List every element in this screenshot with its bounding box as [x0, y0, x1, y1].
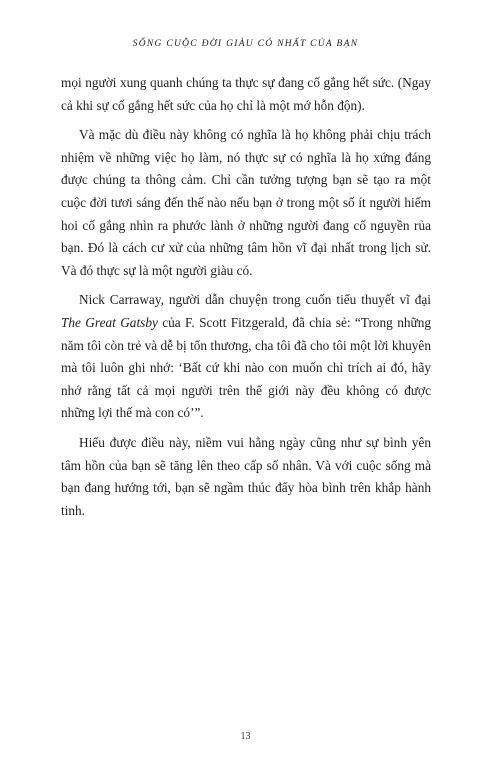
paragraph-gatsby-quote: [61, 289, 431, 425]
paragraph-text-after-title: của F. Scott Fitzgerald, đã chia sẻ: “Trong những năm tôi còn trẻ và dễ bị tổn thương, cha tôi đã cho tôi một lời khuyên mà tôi luôn ghi nhớ: ‘Bất cứ khi nào con muốn chỉ trích ai đó, hãy nhớ rằng tất cả mọi người trên thế giới này đều không có được những lợi thế mà con có’”.: [61, 314, 431, 421]
paragraph: Hiểu được điều này, niềm vui hằng ngày cũng như sự bình yên tâm hồn của bạn sẽ tăng lên theo cấp số nhân. Và với cuộc sống mà bạn đang hướng tới, bạn sẽ ngầm thúc đẩy hòa bình trên khắp hành tinh.: [61, 434, 431, 518]
paragraph: Và mặc dù điều này không có nghĩa là họ không phải chịu trách nhiệm về những việc họ làm, nó thực sự có nghĩa là họ xứng đáng được chúng ta thông cảm. Chỉ cần tưởng tượng bạn sẽ tạo ra một cuộc đời tươi sáng đến thế nào nếu bạn ở trong một số ít người hiếm hoi cố gắng nhìn ra phước lành ở những người đang cố nguyền rủa bạn. Đó là cách cư xử của những tâm hồn vĩ đại nhất trong lịch sử. Và đó thực sự là một người giàu có.: [61, 127, 431, 278]
paragraph-continued: mọi người xung quanh chúng ta thực sự đang cố gắng hết sức. (Ngay cả khi sự cố gắng hết sức của họ chỉ là một mớ hỗn độn).: [61, 75, 431, 113]
paragraph-text-before-title: Nick Carraway, người dẫn chuyện trong cuốn tiểu thuyết vĩ đại: [79, 292, 431, 308]
book-title: The Great Gatsby: [61, 314, 158, 330]
page-number: 13: [240, 731, 251, 742]
running-header: SỐNG CUỘC ĐỜI GIÀU CÓ NHẤT CỦA BẠN: [132, 39, 359, 49]
body-text: [61, 72, 431, 529]
